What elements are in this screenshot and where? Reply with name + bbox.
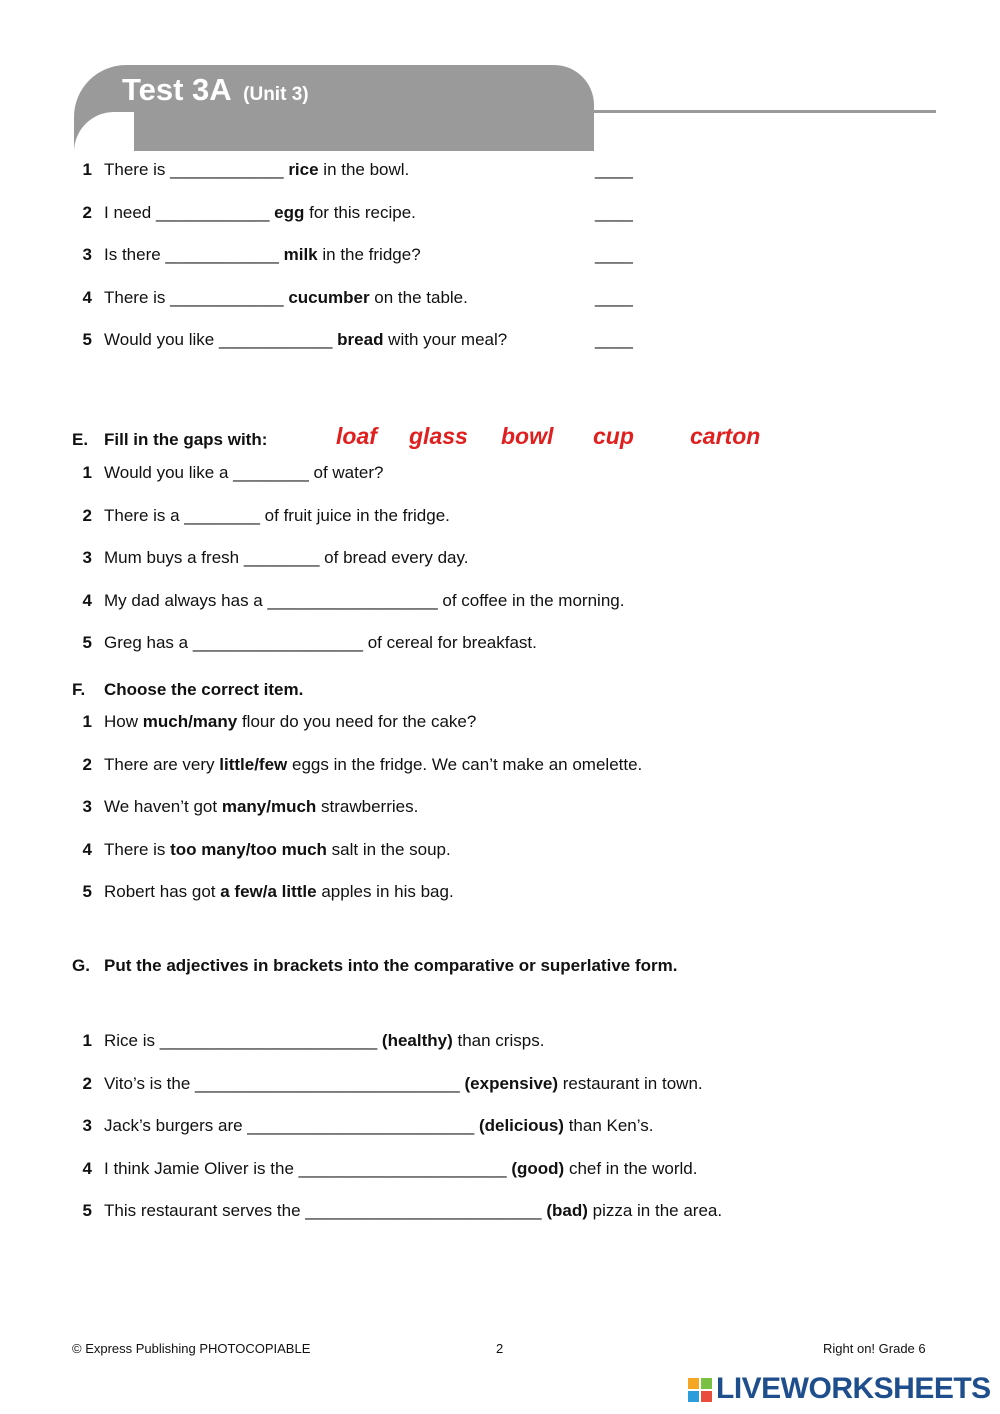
item-text: Is there ____________ [104, 245, 284, 264]
item-text: with your meal? [383, 330, 508, 349]
list-item [72, 1072, 703, 1096]
liveworksheets-logo[interactable] [688, 1372, 991, 1408]
item-number: 5 [82, 882, 92, 901]
footer-page-number: 2 [496, 1341, 504, 1356]
item-text: for this recipe. [304, 203, 416, 222]
item-text: than Ken’s. [563, 1116, 654, 1135]
item-number: 4 [82, 1159, 92, 1178]
item-keyword: bread [337, 330, 384, 349]
item-text: Robert has got [104, 882, 221, 901]
list-item [72, 158, 633, 182]
item-keyword: (delicious) [478, 1116, 564, 1135]
choice-options[interactable]: many/much [221, 797, 317, 816]
word-bank-item: bowl [501, 423, 554, 449]
footer-copyright: © Express Publishing PHOTOCOPIABLE [72, 1341, 311, 1356]
item-text: My dad always has a __________________ of coffee in the morning. [104, 591, 625, 610]
choice-options[interactable]: much/many [142, 712, 238, 731]
item-text: How [104, 712, 143, 731]
item-text: There is [104, 840, 171, 859]
item-text: chef in the world. [564, 1159, 698, 1178]
list-item [72, 795, 418, 819]
item-keyword: egg [274, 203, 305, 222]
item-text: This restaurant serves the _________________________ [104, 1201, 547, 1220]
list-item [72, 286, 633, 310]
item-text: pizza in the area. [587, 1201, 723, 1220]
section-letter: E. [72, 430, 89, 449]
item-number: 2 [82, 1074, 92, 1093]
section-instruction: Put the adjectives in brackets into the comparative or superlative form. [104, 956, 678, 975]
answer-blank[interactable]: ____ [595, 203, 633, 222]
section-e-heading [72, 427, 267, 453]
item-number: 2 [82, 755, 92, 774]
item-text: strawberries. [316, 797, 419, 816]
item-text: eggs in the fridge. We can’t make an omelette. [287, 755, 643, 774]
item-text: in the bowl. [318, 160, 410, 179]
item-text: Rice is _______________________ [104, 1031, 382, 1050]
item-number: 4 [82, 288, 92, 307]
header-rule [594, 110, 936, 113]
section-instruction: Choose the correct item. [104, 680, 304, 699]
list-item [72, 880, 454, 904]
word-bank-item: carton [690, 423, 761, 449]
answer-blank[interactable]: ____ [595, 245, 633, 264]
item-number: 3 [82, 548, 92, 567]
list-item [72, 461, 383, 485]
list-item [72, 753, 642, 777]
section-letter: G. [72, 956, 90, 975]
item-text: I think Jamie Oliver is the ______________________ [104, 1159, 512, 1178]
choice-options[interactable]: a few/a little [220, 882, 317, 901]
item-text: There is ____________ [104, 160, 289, 179]
item-text: in the fridge? [317, 245, 421, 264]
item-keyword: (bad) [546, 1201, 588, 1220]
item-keyword: (healthy) [381, 1031, 453, 1050]
item-text: There are very [104, 755, 220, 774]
logo-text: LIVEWORKSHEETS [716, 1372, 991, 1405]
section-f-heading [72, 677, 303, 703]
answer-blank[interactable]: ____ [595, 160, 633, 179]
item-text: on the table. [369, 288, 468, 307]
list-item [72, 589, 624, 613]
item-text: restaurant in town. [558, 1074, 703, 1093]
item-keyword: cucumber [288, 288, 370, 307]
list-item [72, 546, 468, 570]
item-number: 3 [82, 1116, 92, 1135]
item-number: 5 [82, 330, 92, 349]
item-text: We haven’t got [104, 797, 222, 816]
item-keyword: (good) [511, 1159, 565, 1178]
answer-blank[interactable]: ____ [595, 288, 633, 307]
list-item [72, 710, 476, 734]
item-text: Would you like ____________ [104, 330, 338, 349]
item-number: 1 [82, 1031, 92, 1050]
choice-options[interactable]: too many/too much [170, 840, 327, 859]
item-number: 5 [82, 1201, 92, 1220]
item-text: There is a ________ of fruit juice in the fridge. [104, 506, 450, 525]
section-instruction: Fill in the gaps with: [104, 430, 268, 449]
item-text: Jack’s burgers are ________________________ [104, 1116, 479, 1135]
section-letter: F. [72, 680, 86, 699]
item-number: 1 [82, 463, 92, 482]
list-item [72, 328, 633, 352]
list-item [72, 1199, 722, 1223]
footer-book-title: Right on! Grade 6 [823, 1341, 926, 1356]
item-text: flour do you need for the cake? [237, 712, 477, 731]
item-keyword: (expensive) [464, 1074, 559, 1093]
list-item [72, 1029, 544, 1053]
item-keyword: rice [288, 160, 319, 179]
item-number: 2 [82, 506, 92, 525]
item-number: 2 [82, 203, 92, 222]
list-item [72, 838, 451, 862]
item-number: 1 [82, 712, 92, 731]
page-title-unit: (Unit 3) [243, 84, 309, 105]
item-number: 4 [82, 591, 92, 610]
item-text: I need ____________ [104, 203, 275, 222]
list-item [72, 243, 633, 267]
item-text: apples in his bag. [316, 882, 454, 901]
choice-options[interactable]: little/few [219, 755, 288, 774]
word-bank-item: cup [593, 423, 634, 449]
item-text: Mum buys a fresh ________ of bread every day. [104, 548, 469, 567]
page-title [122, 72, 309, 108]
word-bank-item: loaf [336, 423, 377, 449]
item-text: than crisps. [452, 1031, 545, 1050]
item-text: Greg has a __________________ of cereal for breakfast. [104, 633, 537, 652]
item-number: 3 [82, 797, 92, 816]
list-item [72, 504, 450, 528]
item-text: Vito’s is the ____________________________ [104, 1074, 465, 1093]
list-item [72, 631, 537, 655]
liveworksheets-grid-icon [688, 1378, 712, 1402]
item-text: Would you like a ________ of water? [104, 463, 384, 482]
page-title-text: Test 3A [122, 72, 231, 107]
section-g-heading [72, 953, 677, 979]
item-number: 4 [82, 840, 92, 859]
item-number: 3 [82, 245, 92, 264]
list-item [72, 1114, 653, 1138]
answer-blank[interactable]: ____ [595, 330, 633, 349]
item-keyword: milk [283, 245, 318, 264]
item-number: 5 [82, 633, 92, 652]
item-text: There is ____________ [104, 288, 289, 307]
word-bank-item: glass [409, 423, 468, 449]
list-item [72, 201, 633, 225]
item-number: 1 [82, 160, 92, 179]
item-text: salt in the soup. [326, 840, 451, 859]
list-item [72, 1157, 697, 1181]
